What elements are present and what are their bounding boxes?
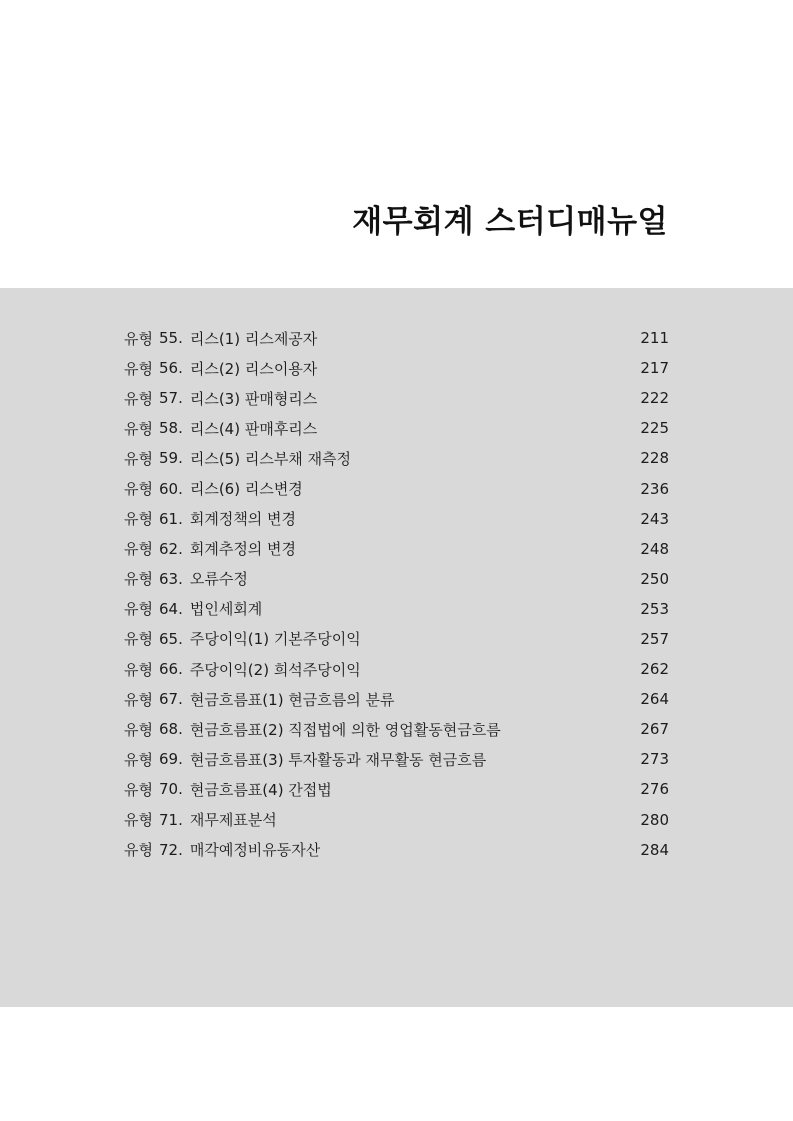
toc-type-number: 72. — [158, 840, 183, 859]
toc-page-number: 248 — [640, 539, 669, 558]
toc-type-label: 유형 — [124, 780, 153, 799]
toc-entry-text — [124, 508, 296, 529]
toc-title: 리스(4) 판매후리스 — [189, 419, 318, 438]
toc-entry-text — [124, 839, 320, 860]
toc-type-number: 71. — [158, 810, 183, 829]
toc-entry[interactable] — [124, 443, 669, 473]
toc-entry-text — [124, 418, 317, 439]
toc-entry[interactable] — [124, 805, 669, 835]
toc-title: 주당이익(2) 희석주당이익 — [189, 660, 361, 679]
toc-entry[interactable] — [124, 744, 669, 774]
toc-entry-text — [124, 628, 361, 649]
toc-title: 주당이익(1) 기본주당이익 — [189, 630, 361, 649]
toc-page-number: 217 — [640, 359, 669, 378]
toc-page-number: 280 — [640, 810, 669, 829]
toc-type-label: 유형 — [124, 540, 153, 559]
toc-entry-text — [124, 328, 317, 349]
toc-type-number: 56. — [158, 359, 183, 378]
toc-page-number: 236 — [640, 479, 669, 498]
toc-type-number: 66. — [158, 660, 183, 679]
toc-type-label: 유형 — [124, 750, 153, 769]
toc-entry-text — [124, 538, 296, 559]
toc-type-label: 유형 — [124, 359, 153, 378]
toc-entry[interactable] — [124, 534, 669, 564]
toc-type-number: 59. — [158, 449, 183, 468]
toc-page-number: 222 — [640, 389, 669, 408]
toc-type-number: 61. — [158, 509, 183, 528]
toc-type-number: 62. — [158, 539, 183, 558]
toc-entry-text — [124, 809, 277, 830]
toc-title: 매각예정비유동자산 — [189, 841, 321, 860]
toc-page-number: 267 — [640, 720, 669, 739]
toc-entry-text — [124, 689, 395, 710]
toc-type-label: 유형 — [124, 480, 153, 499]
toc-title: 현금흐름표(4) 간접법 — [189, 780, 332, 799]
table-of-contents — [0, 288, 793, 1007]
toc-entry[interactable] — [124, 684, 669, 714]
toc-type-label: 유형 — [124, 449, 153, 468]
toc-type-label: 유형 — [124, 630, 153, 649]
toc-type-label: 유형 — [124, 841, 153, 860]
toc-title: 리스(2) 리스이용자 — [189, 359, 318, 378]
toc-entry-text — [124, 388, 317, 409]
toc-title: 오류수정 — [189, 570, 248, 589]
toc-type-number: 67. — [158, 690, 183, 709]
toc-type-number: 60. — [158, 479, 183, 498]
toc-page-number: 284 — [640, 840, 669, 859]
toc-title: 현금흐름표(1) 현금흐름의 분류 — [189, 690, 395, 709]
toc-page-number: 211 — [640, 329, 669, 348]
toc-entry-text — [124, 448, 351, 469]
toc-entry[interactable] — [124, 383, 669, 413]
toc-type-label: 유형 — [124, 600, 153, 619]
toc-type-label: 유형 — [124, 329, 153, 348]
toc-page-number: 243 — [640, 509, 669, 528]
toc-entry[interactable] — [124, 714, 669, 744]
toc-entry[interactable] — [124, 323, 669, 353]
toc-page-number: 228 — [640, 449, 669, 468]
toc-entry-text — [124, 598, 262, 619]
toc-page-number: 276 — [640, 780, 669, 799]
toc-type-number: 69. — [158, 750, 183, 769]
toc-type-number: 57. — [158, 389, 183, 408]
toc-entry[interactable] — [124, 413, 669, 443]
toc-type-number: 58. — [158, 419, 183, 438]
toc-type-number: 64. — [158, 599, 183, 618]
toc-title: 법인세회계 — [189, 600, 263, 619]
toc-page-number: 262 — [640, 660, 669, 679]
toc-page-number: 264 — [640, 690, 669, 709]
toc-page-number: 253 — [640, 599, 669, 618]
toc-title: 회계정책의 변경 — [189, 510, 297, 529]
toc-entry-text — [124, 358, 317, 379]
toc-type-label: 유형 — [124, 570, 153, 589]
toc-page-number: 273 — [640, 750, 669, 769]
toc-title: 리스(6) 리스변경 — [189, 480, 303, 499]
toc-type-label: 유형 — [124, 720, 153, 739]
toc-title: 리스(1) 리스제공자 — [189, 329, 318, 348]
toc-entry[interactable] — [124, 564, 669, 594]
toc-entry[interactable] — [124, 594, 669, 624]
toc-entry-text — [124, 568, 248, 589]
book-title: 재무회계 스터디매뉴얼 — [352, 204, 668, 240]
toc-entry[interactable] — [124, 353, 669, 383]
toc-title: 재무제표분석 — [189, 811, 277, 830]
toc-type-number: 70. — [158, 780, 183, 799]
toc-entry-text — [124, 719, 501, 740]
toc-type-label: 유형 — [124, 690, 153, 709]
toc-entry-text — [124, 779, 332, 800]
toc-page-number: 257 — [640, 629, 669, 648]
toc-type-label: 유형 — [124, 389, 153, 408]
toc-page-number: 250 — [640, 569, 669, 588]
toc-type-label: 유형 — [124, 419, 153, 438]
toc-entry[interactable] — [124, 654, 669, 684]
toc-type-label: 유형 — [124, 510, 153, 529]
toc-type-number: 55. — [158, 329, 183, 348]
toc-type-number: 63. — [158, 569, 183, 588]
toc-entry[interactable] — [124, 835, 669, 865]
toc-title: 리스(3) 판매형리스 — [189, 389, 318, 408]
toc-type-number: 68. — [158, 720, 183, 739]
toc-type-label: 유형 — [124, 660, 153, 679]
toc-entry-text — [124, 749, 486, 770]
toc-entry[interactable] — [124, 473, 669, 503]
toc-entry-text — [124, 659, 361, 680]
toc-entry[interactable] — [124, 504, 669, 534]
toc-title: 현금흐름표(3) 투자활동과 재무활동 현금흐름 — [189, 750, 487, 769]
toc-title: 회계추정의 변경 — [189, 540, 297, 559]
toc-page-number: 225 — [640, 419, 669, 438]
toc-list — [124, 323, 669, 865]
toc-title: 리스(5) 리스부채 재측정 — [189, 449, 352, 468]
toc-entry-text — [124, 478, 303, 499]
toc-entry[interactable] — [124, 624, 669, 654]
toc-title: 현금흐름표(2) 직접법에 의한 영업활동현금흐름 — [189, 720, 501, 739]
toc-type-number: 65. — [158, 629, 183, 648]
toc-entry[interactable] — [124, 774, 669, 804]
toc-type-label: 유형 — [124, 811, 153, 830]
